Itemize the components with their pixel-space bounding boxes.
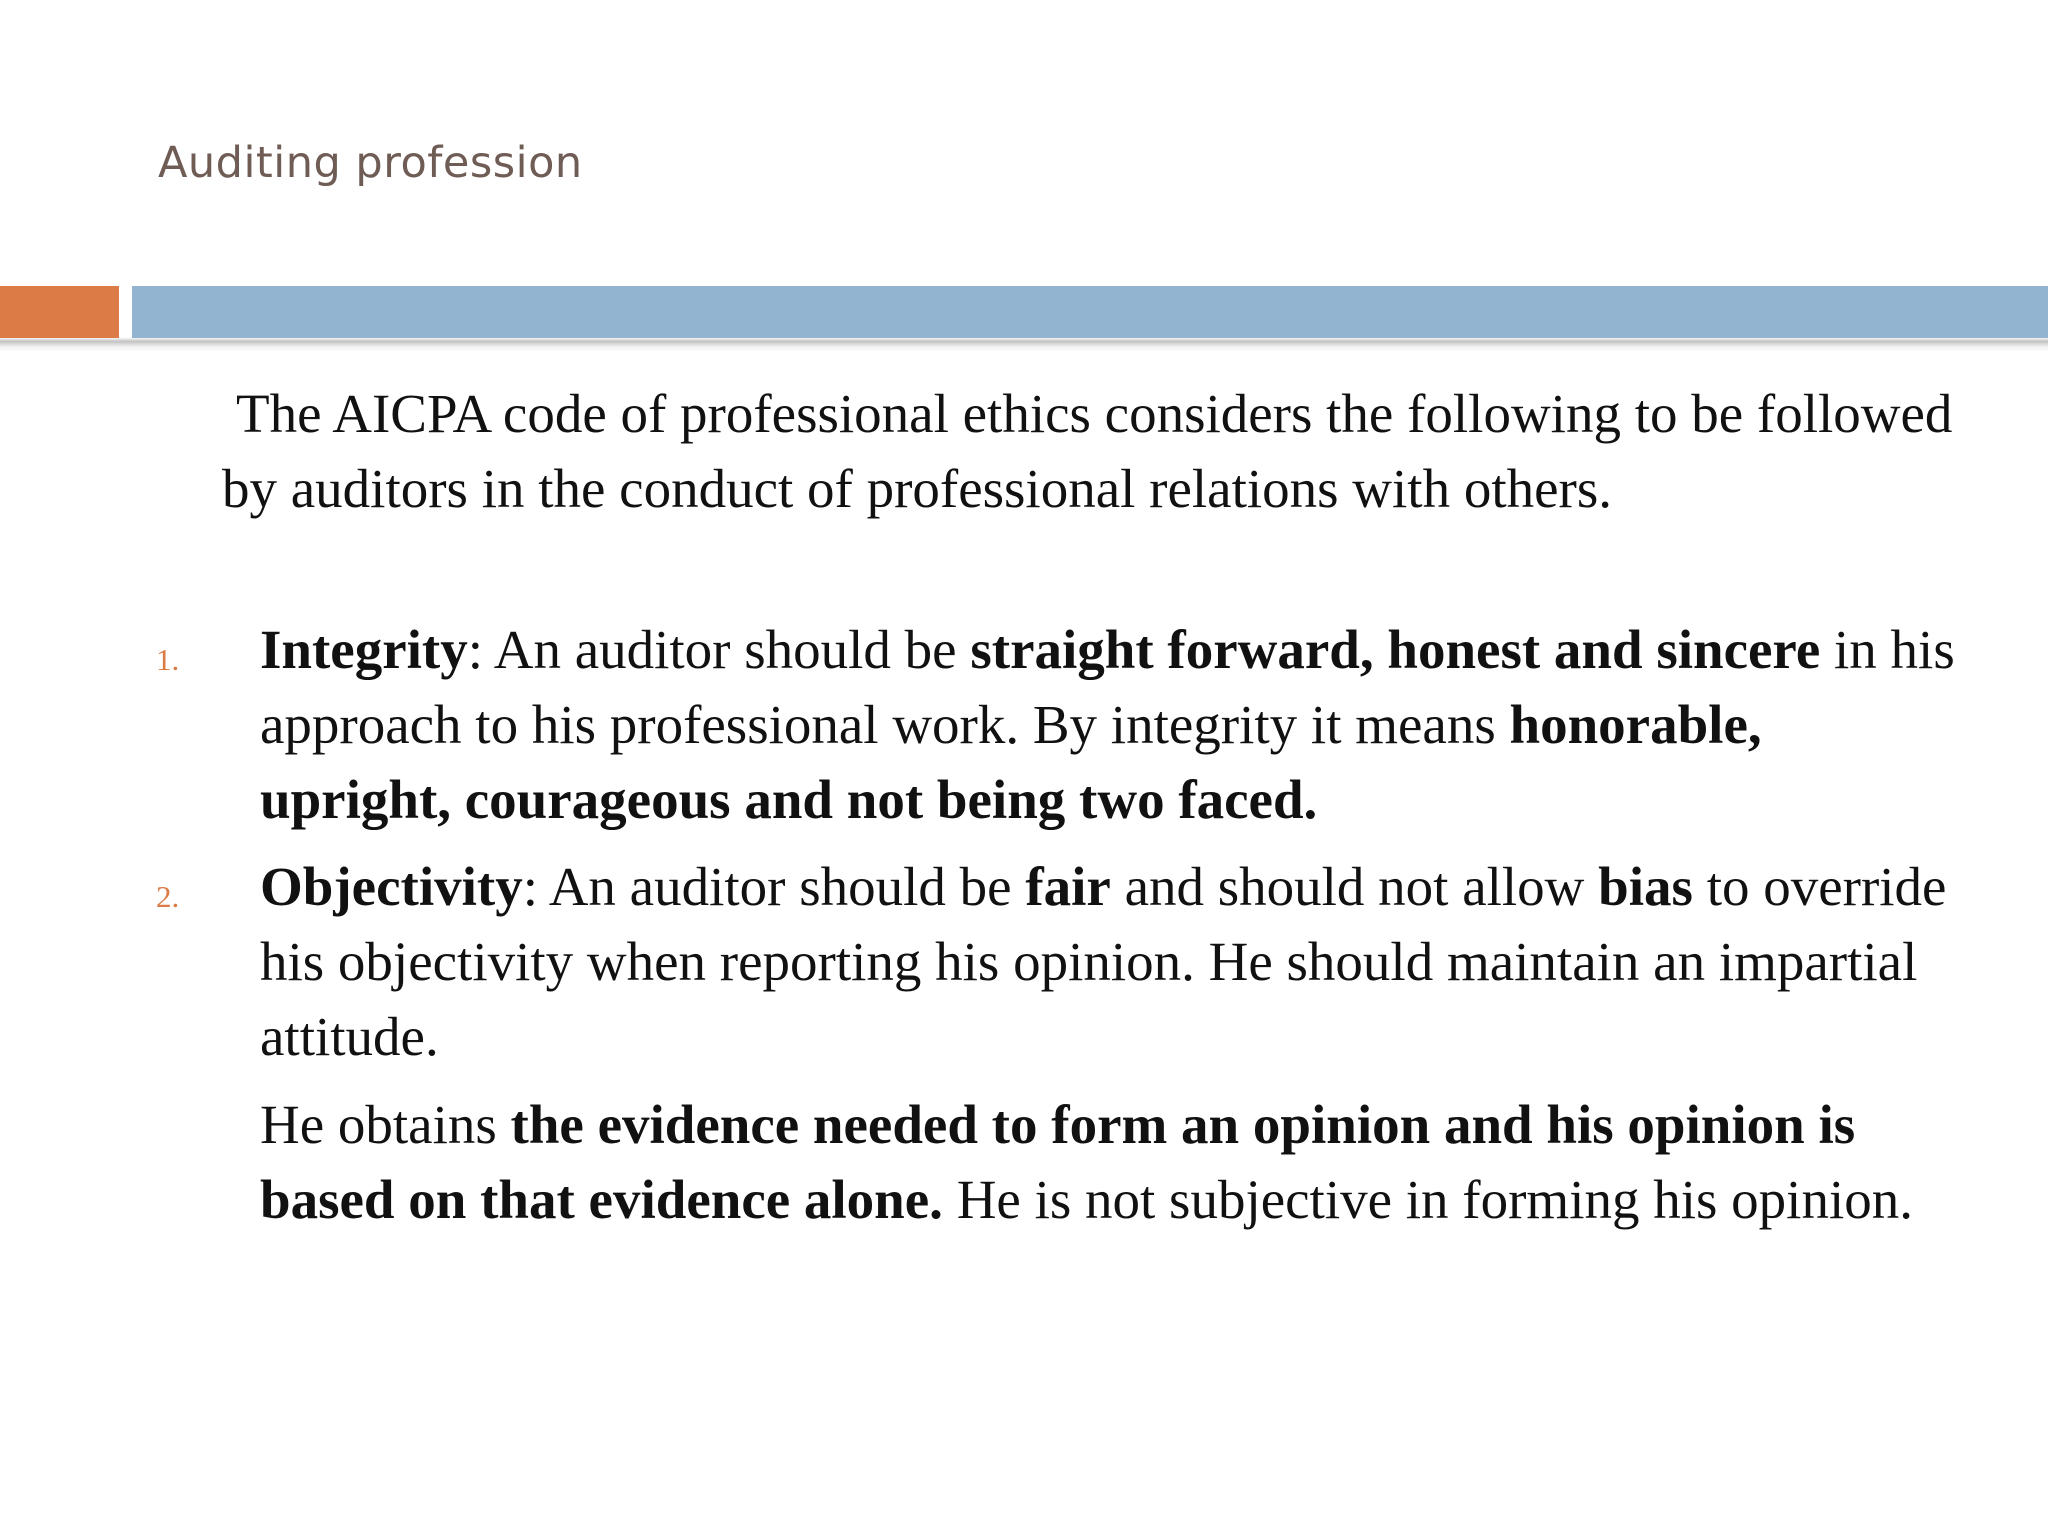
intro-paragraph: The AICPA code of professional ethics considers the following to be followed by auditors in the conduct of professional relations with others. <box>222 383 1953 519</box>
text-segment: He is not subjective in forming his opinion. <box>942 1169 1913 1230</box>
objectivity-continuation-paragraph <box>260 1087 1960 1237</box>
bold-segment: fair <box>1025 856 1111 917</box>
term-integrity: Integrity <box>260 619 468 680</box>
list-number: 1. <box>156 642 180 677</box>
text-segment: in his approach to his professional work. By integrity it means <box>260 619 1955 755</box>
text-segment: An auditor should be <box>548 856 1026 917</box>
header-accent-blue <box>132 286 2048 338</box>
header-accent-orange <box>0 286 119 338</box>
bold-segment: the evidence needed to form an opinion and his opinion is based on that evidence alone. <box>260 1094 1856 1230</box>
bold-segment: honorable, upright, courageous and not being two faced. <box>260 694 1762 830</box>
term-objectivity: Objectivity <box>260 856 523 917</box>
term-separator: : <box>467 619 494 680</box>
list-item-text <box>260 612 1960 837</box>
text-segment: He obtains <box>260 1094 511 1155</box>
bold-segment: straight forward, honest and sincere <box>970 619 1821 680</box>
term-separator: : <box>522 856 549 917</box>
text-segment: and should not allow <box>1110 856 1599 917</box>
bold-segment: bias <box>1598 856 1693 917</box>
text-segment: An auditor should be <box>493 619 971 680</box>
text-segment: to override his objectivity when reporting his opinion. He should maintain an impartial attitude. <box>260 856 1947 1067</box>
slide-title: Auditing profession <box>158 138 583 188</box>
list-number: 2. <box>156 879 180 914</box>
list-item-text <box>260 849 1960 1074</box>
